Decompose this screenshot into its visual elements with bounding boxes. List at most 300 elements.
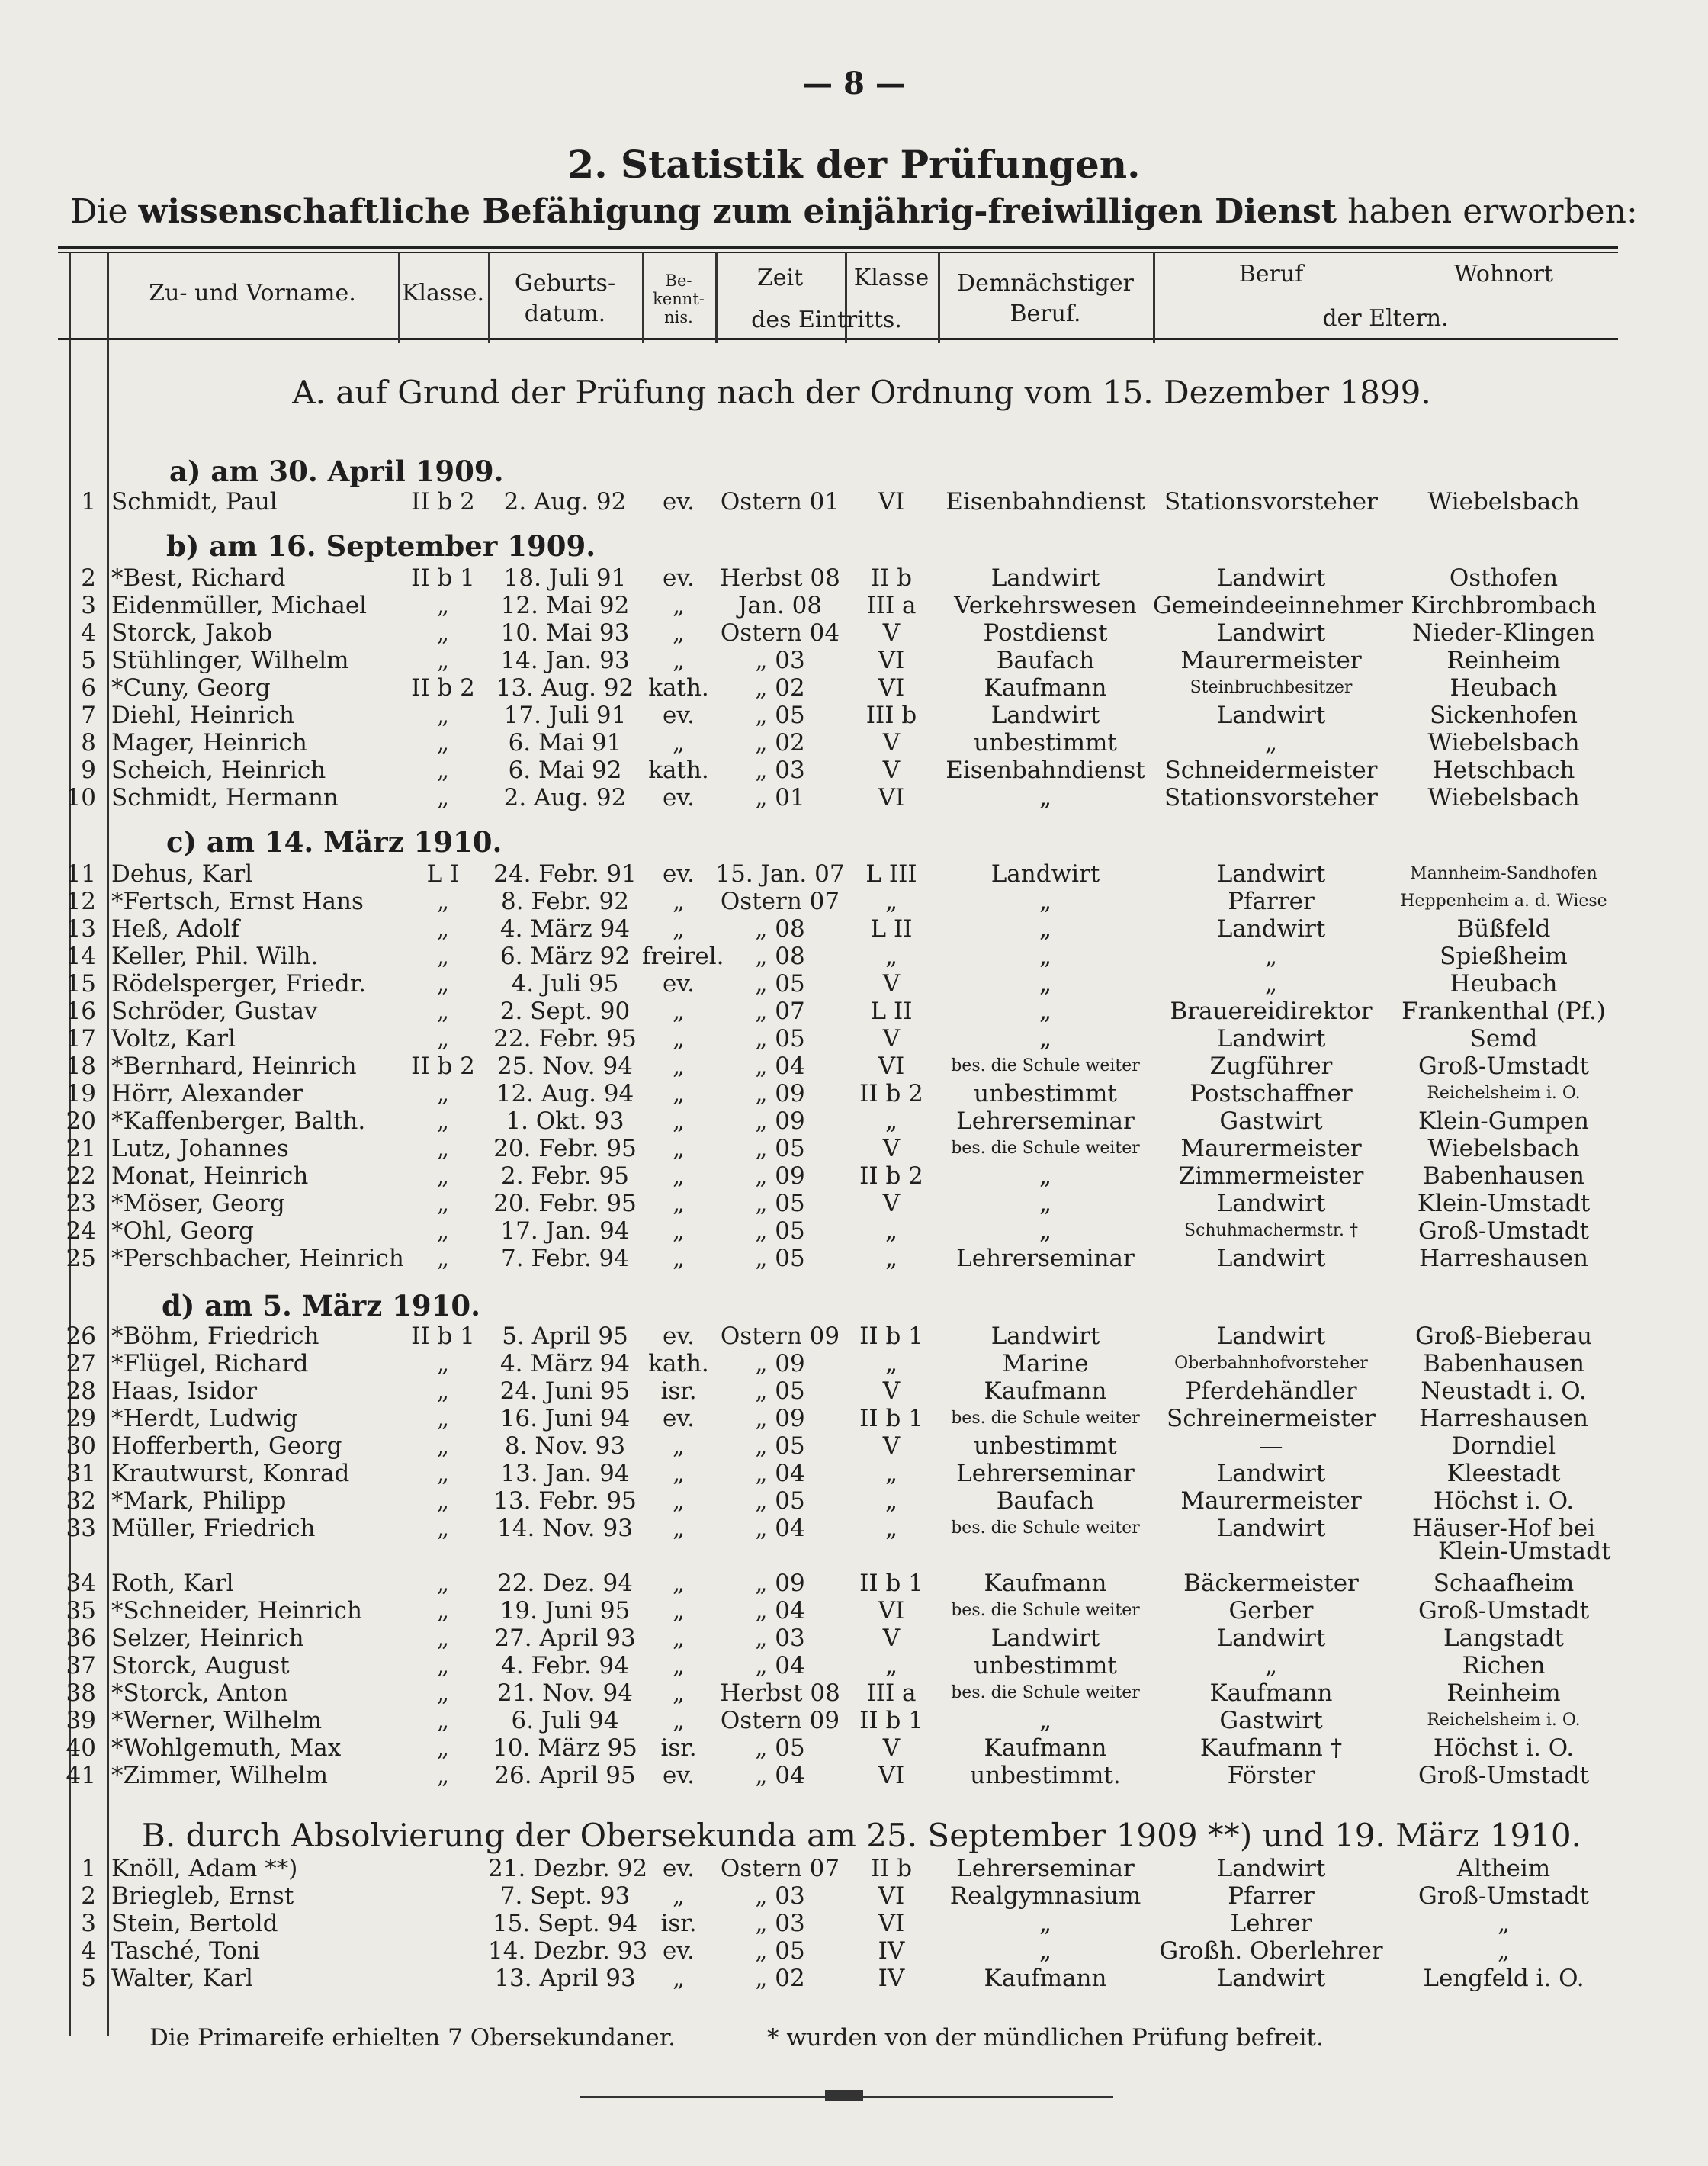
table-row bbox=[0, 1679, 1708, 1707]
cell-name: Hofferberth, Georg bbox=[111, 1432, 342, 1460]
cell-bekenntnis: „ bbox=[672, 1679, 685, 1707]
cell-name: Schmidt, Hermann bbox=[111, 784, 339, 811]
cell-zeit: „ 02 bbox=[755, 674, 805, 702]
cell-eltern-wohnort: Osthofen bbox=[1449, 564, 1559, 592]
cell-bekenntnis: „ bbox=[672, 888, 685, 915]
cell-geburtsdatum: 5. April 95 bbox=[502, 1322, 628, 1350]
cell-geburtsdatum: 26. April 95 bbox=[494, 1762, 636, 1789]
cell-bekenntnis: „ bbox=[672, 729, 685, 757]
cell-zeit: „ 07 bbox=[755, 998, 805, 1025]
cell-eltern-wohnort: Reichelsheim i. O. bbox=[1427, 1084, 1581, 1103]
cell-eltern-beruf: Zimmermeister bbox=[1178, 1162, 1364, 1190]
cell-eltern-wohnort: Frankenthal (Pf.) bbox=[1401, 998, 1606, 1025]
cell-beruf: „ bbox=[1039, 915, 1052, 943]
cell-bekenntnis: „ bbox=[672, 1245, 685, 1272]
cell-beruf: Lehrerseminar bbox=[956, 1460, 1135, 1487]
cell-eltern-wohnort: Kleestadt bbox=[1446, 1460, 1561, 1487]
section-a-title: A. auf Grund der Prüfung nach der Ordnung vom 15. Dezember 1899. bbox=[292, 374, 1431, 411]
section-b-title: B. durch Absolvierung der Obersekunda am 25. September 1909 **) und 19. März 1910. bbox=[142, 1817, 1581, 1854]
cell-name: Müller, Friedrich bbox=[111, 1515, 316, 1542]
cell-name: *Flügel, Richard bbox=[111, 1350, 309, 1377]
table-row bbox=[0, 1910, 1708, 1937]
cell-zeit: „ 08 bbox=[755, 943, 805, 970]
cell-geburtsdatum: 6. Mai 92 bbox=[508, 757, 622, 784]
cell-nr: 5 bbox=[81, 647, 96, 674]
cell-eltern-beruf: Schneidermeister bbox=[1164, 757, 1378, 784]
cell-nr: 40 bbox=[66, 1734, 96, 1762]
cell-eltern-wohnort: Sickenhofen bbox=[1429, 702, 1578, 729]
cell-klasse: „ bbox=[436, 1245, 450, 1272]
cell-beruf: bes. die Schule weiter bbox=[951, 1518, 1140, 1538]
cell-geburtsdatum: 13. Febr. 95 bbox=[493, 1487, 637, 1515]
cell-nr: 32 bbox=[66, 1487, 96, 1515]
table-row bbox=[0, 860, 1708, 888]
table-row bbox=[0, 1190, 1708, 1217]
cell-klasse-eintritt: II b 1 bbox=[859, 1707, 923, 1734]
cell-bekenntnis: „ bbox=[672, 1597, 685, 1624]
cell-eltern-beruf: Landwirt bbox=[1216, 1624, 1326, 1652]
cell-zeit: „ 04 bbox=[755, 1652, 805, 1679]
cell-eltern-wohnort: Kirchbrombach bbox=[1411, 592, 1597, 619]
cell-klasse-eintritt: „ bbox=[884, 1217, 898, 1245]
cell-eltern-wohnort: Dorndiel bbox=[1451, 1432, 1556, 1460]
cell-klasse: „ bbox=[436, 1487, 450, 1515]
cell-nr: 37 bbox=[66, 1652, 96, 1679]
col-header-zeit: Zeit bbox=[756, 265, 804, 291]
cell-eltern-beruf: Stationsvorsteher bbox=[1164, 488, 1378, 516]
cell-bekenntnis: kath. bbox=[648, 1350, 709, 1377]
table-row bbox=[0, 1855, 1708, 1882]
cell-klasse: „ bbox=[436, 998, 450, 1025]
cell-nr: 24 bbox=[66, 1217, 96, 1245]
cell-klasse-eintritt: VI bbox=[878, 1762, 905, 1789]
cell-geburtsdatum: 7. Febr. 94 bbox=[500, 1245, 629, 1272]
cell-geburtsdatum: 14. Dezbr. 93 bbox=[488, 1937, 648, 1965]
table-row bbox=[0, 1135, 1708, 1162]
cell-eltern-wohnort: Reinheim bbox=[1446, 1679, 1561, 1707]
cell-nr: 15 bbox=[66, 970, 96, 998]
cell-eltern-beruf: Kaufmann bbox=[1209, 1679, 1333, 1707]
cell-bekenntnis: isr. bbox=[660, 1910, 697, 1937]
cell-klasse-eintritt: VI bbox=[878, 784, 905, 811]
cell-zeit: „ 05 bbox=[755, 1217, 805, 1245]
cell-eltern-beruf: Landwirt bbox=[1216, 1190, 1326, 1217]
cell-bekenntnis: „ bbox=[672, 1515, 685, 1542]
cell-eltern-wohnort: Heppenheim a. d. Wiese bbox=[1400, 892, 1607, 911]
cell-geburtsdatum: 20. Febr. 95 bbox=[493, 1190, 637, 1217]
table-row bbox=[0, 488, 1708, 516]
table-row bbox=[0, 1487, 1708, 1515]
cell-klasse-eintritt: III b bbox=[865, 702, 917, 729]
cell-geburtsdatum: 7. Sept. 93 bbox=[499, 1882, 631, 1910]
cell-beruf: „ bbox=[1039, 784, 1052, 811]
cell-eltern-beruf: Schreinermeister bbox=[1167, 1405, 1376, 1432]
cell-eltern-beruf: Gastwirt bbox=[1219, 1707, 1323, 1734]
cell-name: Hörr, Alexander bbox=[111, 1080, 303, 1107]
cell-nr: 31 bbox=[66, 1460, 96, 1487]
cell-geburtsdatum: 21. Dezbr. 92 bbox=[488, 1855, 648, 1882]
cell-bekenntnis: ev. bbox=[662, 1937, 695, 1965]
table-row bbox=[0, 757, 1708, 784]
cell-geburtsdatum: 6. März 92 bbox=[499, 943, 631, 970]
cell-eltern-wohnort: Nieder-Klingen bbox=[1412, 619, 1595, 647]
cell-eltern-beruf: Landwirt bbox=[1216, 915, 1326, 943]
subsection-a: a) am 30. April 1909. bbox=[169, 455, 504, 488]
cell-klasse: „ bbox=[436, 1707, 450, 1734]
cell-klasse: II b 2 bbox=[411, 674, 475, 702]
cell-eltern-beruf: Steinbruchbesitzer bbox=[1190, 678, 1353, 697]
cell-eltern-beruf: „ bbox=[1264, 970, 1278, 998]
cell-klasse-eintritt: II b 1 bbox=[859, 1405, 923, 1432]
cell-beruf: „ bbox=[1039, 970, 1052, 998]
cell-klasse: „ bbox=[436, 647, 450, 674]
cell-zeit: Ostern 07 bbox=[720, 888, 840, 915]
col-header-klasse: Klasse. bbox=[402, 280, 484, 307]
cell-klasse: „ bbox=[436, 757, 450, 784]
cell-geburtsdatum: 8. Febr. 92 bbox=[500, 888, 629, 915]
cell-geburtsdatum: 10. März 95 bbox=[493, 1734, 637, 1762]
cell-eltern-wohnort: Langstadt bbox=[1443, 1624, 1565, 1652]
cell-nr: 12 bbox=[66, 888, 96, 915]
cell-bekenntnis: „ bbox=[672, 1882, 685, 1910]
cell-geburtsdatum: 22. Dez. 94 bbox=[497, 1570, 633, 1597]
cell-name: Mager, Heinrich bbox=[111, 729, 307, 757]
cell-zeit: Herbst 08 bbox=[720, 1679, 840, 1707]
cell-eltern-beruf: Kaufmann † bbox=[1199, 1734, 1343, 1762]
cell-bekenntnis: ev. bbox=[662, 784, 695, 811]
cell-beruf: Postdienst bbox=[983, 619, 1108, 647]
cell-zeit: Herbst 08 bbox=[720, 564, 840, 592]
cell-name: Selzer, Heinrich bbox=[111, 1624, 304, 1652]
cell-name: *Storck, Anton bbox=[111, 1679, 288, 1707]
cell-nr: 5 bbox=[81, 1965, 96, 1992]
cell-eltern-beruf: Gerber bbox=[1228, 1597, 1314, 1624]
cell-zeit: „ 01 bbox=[755, 784, 805, 811]
cell-eltern-beruf: Landwirt bbox=[1216, 1515, 1326, 1542]
cell-eltern-beruf: „ bbox=[1264, 729, 1278, 757]
cell-eltern-wohnort: Harreshausen bbox=[1418, 1405, 1589, 1432]
cell-name: Rödelsperger, Friedr. bbox=[111, 970, 367, 998]
cell-geburtsdatum: 18. Juli 91 bbox=[503, 564, 627, 592]
col-header-name: Zu- und Vorname. bbox=[149, 280, 356, 307]
cell-eltern-beruf: Zugführer bbox=[1209, 1052, 1333, 1080]
cell-klasse: „ bbox=[436, 1107, 450, 1135]
cell-zeit: „ 05 bbox=[755, 1190, 805, 1217]
cell-name: *Wohlgemuth, Max bbox=[111, 1734, 342, 1762]
cell-nr: 3 bbox=[81, 592, 96, 619]
col-header-eltern-beruf: Beruf bbox=[1238, 261, 1304, 288]
cell-name: Lutz, Johannes bbox=[111, 1135, 289, 1162]
cell-klasse: „ bbox=[436, 1762, 450, 1789]
cell-klasse: „ bbox=[436, 1624, 450, 1652]
cell-klasse-eintritt: IV bbox=[878, 1937, 905, 1965]
cell-klasse-eintritt: II b bbox=[870, 564, 913, 592]
cell-zeit: „ 05 bbox=[755, 1245, 805, 1272]
cell-eltern-beruf: Landwirt bbox=[1216, 619, 1326, 647]
cell-geburtsdatum: 8. Nov. 93 bbox=[504, 1432, 626, 1460]
cell-nr: 1 bbox=[81, 488, 96, 516]
table-row bbox=[0, 1570, 1708, 1597]
cell-eltern-beruf: Landwirt bbox=[1216, 1855, 1326, 1882]
col-header-bekenntnis: Be- kennt- nis. bbox=[653, 272, 705, 326]
header-rule bbox=[58, 338, 1618, 340]
cell-eltern-wohnort: Klein-Umstadt bbox=[1417, 1190, 1591, 1217]
cell-klasse: „ bbox=[436, 619, 450, 647]
cell-geburtsdatum: 14. Nov. 93 bbox=[497, 1515, 633, 1542]
cell-name: *Schneider, Heinrich bbox=[111, 1597, 362, 1624]
cell-klasse-eintritt: „ bbox=[884, 1460, 898, 1487]
cell-klasse-eintritt: „ bbox=[884, 943, 898, 970]
cell-klasse: „ bbox=[436, 729, 450, 757]
table-row bbox=[0, 1052, 1708, 1080]
cell-beruf: Landwirt bbox=[990, 564, 1100, 592]
cell-eltern-beruf: Landwirt bbox=[1216, 1460, 1326, 1487]
cell-zeit: „ 09 bbox=[755, 1405, 805, 1432]
cell-klasse: „ bbox=[436, 1570, 450, 1597]
cell-nr: 14 bbox=[66, 943, 96, 970]
cell-bekenntnis: ev. bbox=[662, 488, 695, 516]
cell-klasse-eintritt: „ bbox=[884, 1350, 898, 1377]
cell-nr: 4 bbox=[81, 619, 96, 647]
cell-beruf: Kaufmann bbox=[984, 1377, 1107, 1405]
table-row bbox=[0, 1707, 1708, 1734]
cell-bekenntnis: „ bbox=[672, 1652, 685, 1679]
cell-eltern-beruf: Gastwirt bbox=[1219, 1107, 1323, 1135]
col-header-geburtsdatum: Geburts- datum. bbox=[514, 270, 616, 327]
cell-eltern-beruf: Maurermeister bbox=[1180, 1487, 1362, 1515]
cell-eltern-beruf: Maurermeister bbox=[1180, 647, 1362, 674]
cell-geburtsdatum: 2. Febr. 95 bbox=[500, 1162, 629, 1190]
cell-zeit: „ 09 bbox=[755, 1350, 805, 1377]
cell-name: *Ohl, Georg bbox=[111, 1217, 254, 1245]
cell-klasse-eintritt: VI bbox=[878, 1052, 905, 1080]
cell-klasse-eintritt: IV bbox=[878, 1965, 905, 1992]
cell-nr: 28 bbox=[66, 1377, 96, 1405]
cell-beruf: Landwirt bbox=[990, 860, 1100, 888]
cell-name: *Mark, Philipp bbox=[111, 1487, 287, 1515]
cell-bekenntnis: ev. bbox=[662, 1322, 695, 1350]
cell-geburtsdatum: 15. Sept. 94 bbox=[492, 1910, 638, 1937]
table-row bbox=[0, 729, 1708, 757]
cell-eltern-beruf: Landwirt bbox=[1216, 564, 1326, 592]
cell-nr: 41 bbox=[66, 1762, 96, 1789]
cell-name: Schröder, Gustav bbox=[111, 998, 318, 1025]
cell-geburtsdatum: 16. Juni 94 bbox=[499, 1405, 631, 1432]
cell-name: Keller, Phil. Wilh. bbox=[111, 943, 319, 970]
cell-name: Heß, Adolf bbox=[111, 915, 240, 943]
cell-klasse: „ bbox=[436, 1135, 450, 1162]
table-row bbox=[0, 1937, 1708, 1965]
top-rule-thin bbox=[58, 252, 1618, 253]
cell-eltern-beruf: — bbox=[1259, 1432, 1283, 1460]
cell-klasse-eintritt: V bbox=[882, 757, 901, 784]
cell-nr: 29 bbox=[66, 1405, 96, 1432]
cell-name: *Herdt, Ludwig bbox=[111, 1405, 298, 1432]
cell-name: Roth, Karl bbox=[111, 1570, 234, 1597]
cell-eltern-wohnort: Babenhausen bbox=[1422, 1162, 1585, 1190]
cell-klasse: II b 1 bbox=[411, 1322, 475, 1350]
cell-name: Dehus, Karl bbox=[111, 860, 253, 888]
cell-geburtsdatum: 12. Aug. 94 bbox=[496, 1080, 634, 1107]
cell-eltern-wohnort: Harreshausen bbox=[1418, 1245, 1589, 1272]
cell-nr: 16 bbox=[66, 998, 96, 1025]
cell-klasse-eintritt: L III bbox=[865, 860, 917, 888]
table-row bbox=[0, 1322, 1708, 1350]
table-row bbox=[0, 647, 1708, 674]
cell-eltern-wohnort: Spießheim bbox=[1440, 943, 1568, 970]
cell-zeit: „ 03 bbox=[755, 1910, 805, 1937]
cell-nr: 26 bbox=[66, 1322, 96, 1350]
cell-name: Scheich, Heinrich bbox=[111, 757, 326, 784]
cell-klasse: „ bbox=[436, 915, 450, 943]
cell-beruf: „ bbox=[1039, 1025, 1052, 1052]
cell-zeit: „ 05 bbox=[755, 1432, 805, 1460]
cell-beruf: „ bbox=[1039, 1707, 1052, 1734]
cell-eltern-beruf: Landwirt bbox=[1216, 1322, 1326, 1350]
cell-zeit: „ 03 bbox=[755, 647, 805, 674]
cell-name: *Best, Richard bbox=[111, 564, 286, 592]
table-row bbox=[0, 592, 1708, 619]
cell-zeit: Jan. 08 bbox=[737, 592, 823, 619]
cell-name: *Bernhard, Heinrich bbox=[111, 1052, 357, 1080]
cell-name: Walter, Karl bbox=[111, 1965, 253, 1992]
table-row bbox=[0, 970, 1708, 998]
cell-zeit: „ 05 bbox=[755, 1734, 805, 1762]
cell-bekenntnis: „ bbox=[672, 1965, 685, 1992]
page-number: — 8 — bbox=[802, 66, 906, 101]
cell-nr: 30 bbox=[66, 1432, 96, 1460]
cell-bekenntnis: „ bbox=[672, 1460, 685, 1487]
cell-name: Briegleb, Ernst bbox=[111, 1882, 294, 1910]
cell-beruf: „ bbox=[1039, 1217, 1052, 1245]
cell-nr: 13 bbox=[66, 915, 96, 943]
cell-name: *Kaffenberger, Balth. bbox=[111, 1107, 366, 1135]
cell-bekenntnis: ev. bbox=[662, 1855, 695, 1882]
table-row bbox=[0, 784, 1708, 811]
cell-zeit: 15. Jan. 07 bbox=[715, 860, 845, 888]
cell-eltern-beruf: Großh. Oberlehrer bbox=[1159, 1937, 1383, 1965]
cell-klasse: „ bbox=[436, 1460, 450, 1487]
cell-nr: 1 bbox=[81, 1855, 96, 1882]
cell-geburtsdatum: 1. Okt. 93 bbox=[506, 1107, 624, 1135]
cell-beruf: Landwirt bbox=[990, 1624, 1100, 1652]
cell-eltern-wohnort: Groß-Umstadt bbox=[1417, 1882, 1590, 1910]
cell-eltern-wohnort: „ bbox=[1497, 1910, 1511, 1937]
cell-eltern-wohnort: Groß-Umstadt bbox=[1417, 1217, 1590, 1245]
cell-eltern-wohnort: Wiebelsbach bbox=[1427, 1135, 1580, 1162]
cell-eltern-beruf: Postschaffner bbox=[1190, 1080, 1353, 1107]
cell-beruf: bes. die Schule weiter bbox=[951, 1601, 1140, 1620]
cell-nr: 21 bbox=[66, 1135, 96, 1162]
cell-bekenntnis: ev. bbox=[662, 702, 695, 729]
top-rule bbox=[58, 246, 1618, 249]
cell-geburtsdatum: 13. Aug. 92 bbox=[496, 674, 634, 702]
cell-bekenntnis: ev. bbox=[662, 1762, 695, 1789]
cell-klasse-eintritt: VI bbox=[878, 674, 905, 702]
subsection-b: b) am 16. September 1909. bbox=[166, 529, 596, 563]
cell-nr: 2 bbox=[81, 564, 96, 592]
cell-zeit: „ 09 bbox=[755, 1107, 805, 1135]
cell-zeit: „ 05 bbox=[755, 1135, 805, 1162]
cell-bekenntnis: freirel. bbox=[642, 943, 724, 970]
cell-klasse-eintritt: V bbox=[882, 970, 901, 998]
cell-zeit: „ 04 bbox=[755, 1762, 805, 1789]
cell-eltern-beruf: Bäckermeister bbox=[1183, 1570, 1359, 1597]
cell-geburtsdatum: 4. März 94 bbox=[499, 915, 631, 943]
cell-nr: 36 bbox=[66, 1624, 96, 1652]
cell-klasse-eintritt: V bbox=[882, 619, 901, 647]
cell-eltern-beruf: Brauereidirektor bbox=[1170, 998, 1372, 1025]
cell-beruf: bes. die Schule weiter bbox=[951, 1409, 1140, 1428]
table-row bbox=[0, 1624, 1708, 1652]
cell-geburtsdatum: 21. Nov. 94 bbox=[497, 1679, 633, 1707]
cell-eltern-wohnort: Hetschbach bbox=[1432, 757, 1575, 784]
cell-geburtsdatum: 6. Juli 94 bbox=[511, 1707, 619, 1734]
cell-nr: 8 bbox=[81, 729, 96, 757]
cell-name: Stein, Bertold bbox=[111, 1910, 278, 1937]
cell-eltern-beruf: „ bbox=[1264, 943, 1278, 970]
cell-bekenntnis: „ bbox=[672, 1624, 685, 1652]
cell-bekenntnis: „ bbox=[672, 1107, 685, 1135]
cell-eltern-beruf: „ bbox=[1264, 1652, 1278, 1679]
table-row bbox=[0, 1597, 1708, 1624]
cell-klasse-eintritt: „ bbox=[884, 1515, 898, 1542]
cell-eltern-beruf: Maurermeister bbox=[1180, 1135, 1362, 1162]
cell-beruf: Verkehrswesen bbox=[954, 592, 1137, 619]
cell-geburtsdatum: 17. Juli 91 bbox=[503, 702, 627, 729]
cell-eltern-wohnort: Lengfeld i. O. bbox=[1423, 1965, 1584, 1992]
cell-bekenntnis: „ bbox=[672, 1162, 685, 1190]
cell-beruf: Landwirt bbox=[990, 1322, 1100, 1350]
col-header-eltern-wohnort: Wohnort bbox=[1454, 261, 1553, 288]
cell-nr: 4 bbox=[81, 1937, 96, 1965]
cell-geburtsdatum: 4. März 94 bbox=[499, 1350, 631, 1377]
cell-beruf: Lehrerseminar bbox=[956, 1245, 1135, 1272]
cell-zeit: „ 08 bbox=[755, 915, 805, 943]
cell-zeit: „ 03 bbox=[755, 1624, 805, 1652]
cell-klasse: „ bbox=[436, 1432, 450, 1460]
cell-nr: 35 bbox=[66, 1597, 96, 1624]
cell-beruf: unbestimmt bbox=[974, 1432, 1117, 1460]
cell-beruf: unbestimmt bbox=[974, 1652, 1117, 1679]
table-row bbox=[0, 1162, 1708, 1190]
cell-klasse: „ bbox=[436, 1025, 450, 1052]
cell-eltern-wohnort: Klein-Gumpen bbox=[1417, 1107, 1590, 1135]
cell-eltern-beruf: Pferdehändler bbox=[1185, 1377, 1357, 1405]
cell-klasse-eintritt: II b 1 bbox=[859, 1322, 923, 1350]
cell-bekenntnis: „ bbox=[672, 1707, 685, 1734]
cell-zeit: „ 04 bbox=[755, 1460, 805, 1487]
cell-beruf: Baufach bbox=[996, 647, 1095, 674]
table-row bbox=[0, 1350, 1708, 1377]
cell-bekenntnis: ev. bbox=[662, 860, 695, 888]
cell-bekenntnis: „ bbox=[672, 619, 685, 647]
cell-bekenntnis: „ bbox=[672, 998, 685, 1025]
cell-klasse-eintritt: II b 2 bbox=[859, 1162, 923, 1190]
cell-nr: 33 bbox=[66, 1515, 96, 1542]
cell-geburtsdatum: 6. Mai 91 bbox=[508, 729, 622, 757]
page-title: 2. Statistik der Prüfungen. bbox=[567, 142, 1141, 187]
cell-bekenntnis: „ bbox=[672, 1432, 685, 1460]
cell-bekenntnis: ev. bbox=[662, 1405, 695, 1432]
cell-name: Schmidt, Paul bbox=[111, 488, 278, 516]
cell-beruf: bes. die Schule weiter bbox=[951, 1139, 1140, 1158]
cell-beruf: Kaufmann bbox=[984, 1734, 1107, 1762]
cell-nr: 38 bbox=[66, 1679, 96, 1707]
cell-beruf: bes. die Schule weiter bbox=[951, 1683, 1140, 1702]
cell-eltern-beruf: Landwirt bbox=[1216, 1245, 1326, 1272]
cell-bekenntnis: „ bbox=[672, 1487, 685, 1515]
